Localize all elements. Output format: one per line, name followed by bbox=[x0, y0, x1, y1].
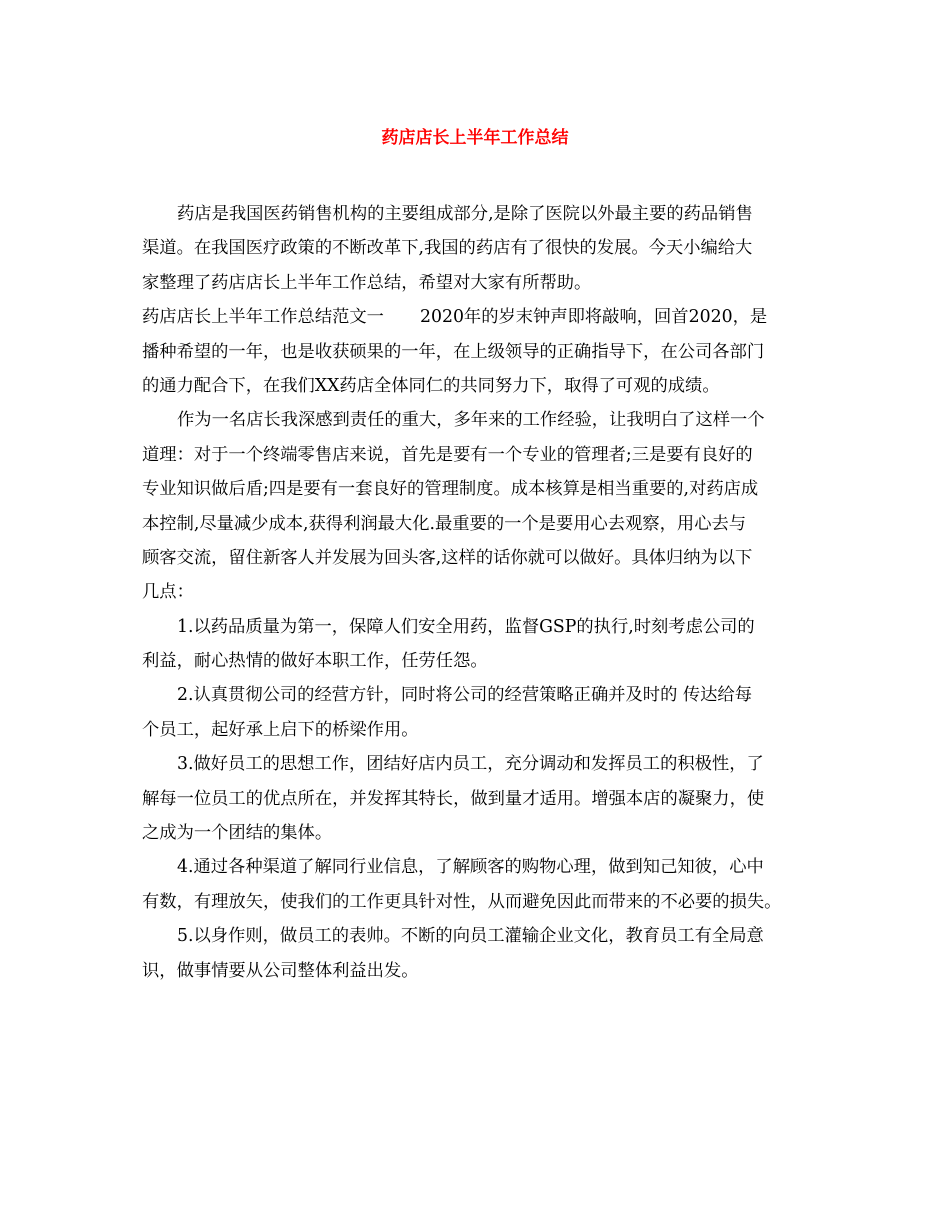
list-item-3: 3.做好员工的思想工作，团结好店内员工，充分调动和发挥员工的积极性，了 bbox=[177, 754, 764, 775]
text-line: 道理：对于一个终端零售店来说，首先是要有一个专业的管理者;三是要有良好的 bbox=[142, 444, 753, 465]
text-line: 药店是我国医药销售机构的主要组成部分,是除了医院以外最主要的药品销售 bbox=[177, 204, 753, 224]
text-line: 本控制,尽量减少成本,获得利润最大化.最重要的一个是要用心去观察，用心去与 bbox=[142, 513, 747, 534]
text-line: 顾客交流，留住新客人并发展为回头客,这样的话你就可以做好。具体归纳为以下 bbox=[142, 547, 753, 568]
text-line: 渠道。在我国医疗政策的不断改革下,我国的药店有了很快的发展。今天小编给大 bbox=[142, 238, 753, 259]
text-fragment: 2020年的岁末钟声即将敲响，回首2020，是 bbox=[419, 307, 768, 328]
text-line: 播种希望的一年，也是收获硕果的一年，在上级领导的正确指导下，在公司各部门 bbox=[142, 341, 765, 362]
text-line-combined bbox=[142, 300, 822, 334]
text-line: 几点： bbox=[142, 582, 194, 603]
text-line: 专业知识做后盾;四是要有一套良好的管理制度。成本核算是相当重要的,对药店成 bbox=[142, 479, 759, 500]
list-item-2: 2.认真贯彻公司的经营方针，同时将公司的经营策略正确并及时的 传达给每 bbox=[177, 685, 752, 706]
text-line: 的通力配合下，在我们XX药店全体同仁的共同努力下，取得了可观的成绩。 bbox=[142, 375, 720, 396]
document-title: 药店店长上半年工作总结 bbox=[381, 128, 569, 148]
text-line: 有数，有理放矢，使我们的工作更具针对性，从而避免因此而带来的不必要的损失。 bbox=[142, 891, 782, 912]
text-line: 个员工，起好承上启下的桥梁作用。 bbox=[142, 719, 419, 740]
text-line: 识，做事情要从公司整体利益出发。 bbox=[142, 960, 419, 981]
text-line: 利益，耐心热情的做好本职工作，任劳任怨。 bbox=[142, 651, 488, 672]
text-line: 解每一位员工的优点所在，并发挥其特长，做到量才适用。增强本店的凝聚力，使 bbox=[142, 788, 765, 809]
list-item-5: 5.以身作则，做员工的表帅。不断的向员工灌输企业文化，教育员工有全局意 bbox=[177, 926, 764, 947]
text-line: 家整理了药店店长上半年工作总结，希望对大家有所帮助。 bbox=[142, 272, 592, 293]
list-item-4: 4.通过各种渠道了解同行业信息，了解顾客的购物心理，做到知己知彼，心中 bbox=[177, 857, 764, 878]
section-heading: 药店店长上半年工作总结范文一 bbox=[142, 307, 384, 328]
document-body bbox=[142, 197, 822, 988]
text-line: 之成为一个团结的集体。 bbox=[142, 823, 333, 844]
list-item-1: 1.以药品质量为第一，保障人们安全用药，监督GSP的执行,时刻考虑公司的 bbox=[177, 616, 755, 637]
text-line: 作为一名店长我深感到责任的重大，多年来的工作经验，让我明白了这样一个 bbox=[177, 410, 765, 431]
